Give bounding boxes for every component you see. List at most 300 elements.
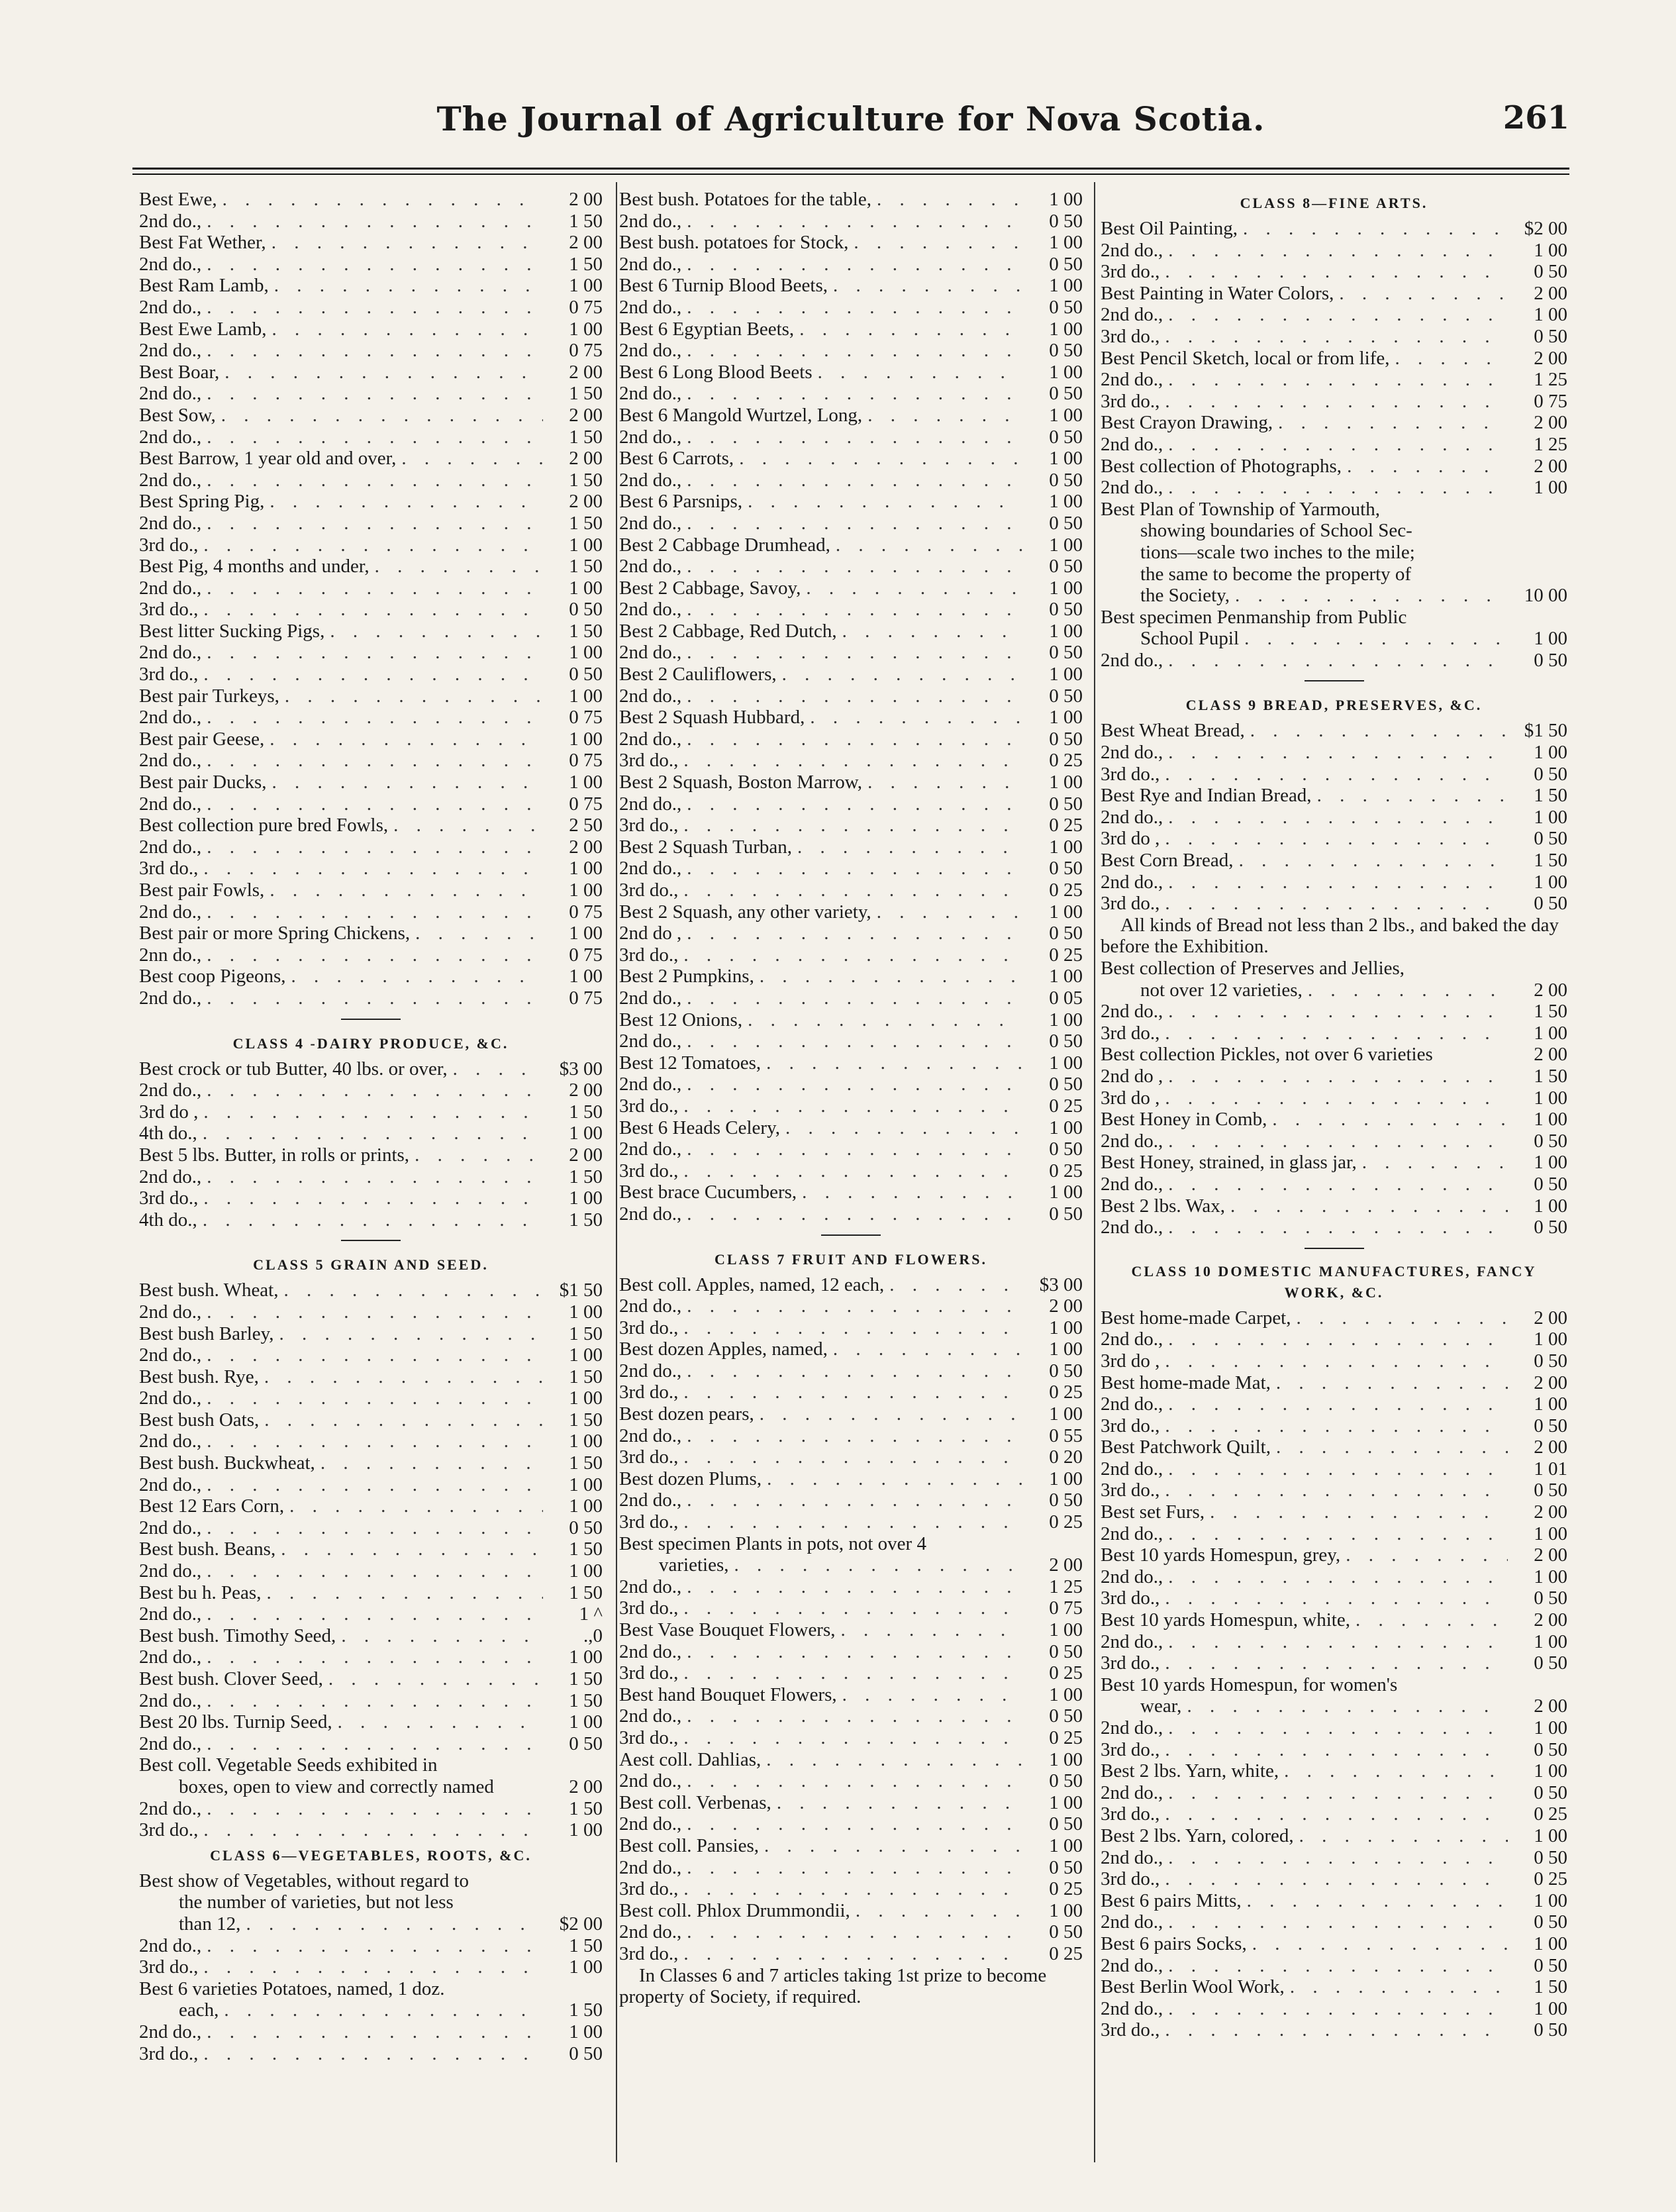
prize-row	[619, 1554, 1083, 1576]
prize-row	[619, 383, 1083, 405]
prize-amount: 10 00	[1524, 585, 1567, 607]
prize-amount: 1 00	[1049, 491, 1083, 513]
prize-amount: 1 00	[1534, 477, 1567, 499]
leader-dots	[201, 1166, 543, 1188]
prize-label: Best Sow,	[139, 404, 216, 426]
prize-row	[619, 836, 1083, 858]
leader-dots	[828, 1338, 1023, 1360]
leader-dots	[201, 1798, 543, 1820]
prize-amount: 1 00	[569, 1956, 603, 1978]
leader-dots	[862, 405, 1023, 427]
leader-dots	[259, 1409, 543, 1431]
prize-amount: 1 50	[569, 512, 603, 534]
leader-dots	[1159, 828, 1508, 850]
prize-amount: 0 50	[1049, 685, 1083, 707]
prize-amount: 0 25	[1049, 1160, 1083, 1181]
prize-label: Best 6 Mangold Wurtzel, Long,	[619, 404, 863, 426]
prize-row	[619, 1138, 1083, 1160]
leader-dots	[678, 815, 1023, 836]
class-heading: CLASS 8—FINE ARTS.	[1240, 195, 1428, 211]
prize-row	[619, 880, 1083, 901]
prize-label: Best specimen Penmanship from Public	[1101, 606, 1407, 628]
leader-dots	[805, 707, 1023, 729]
prize-amount: 2 00	[1534, 412, 1567, 434]
prize-amount: 0 50	[1049, 858, 1083, 880]
prize-row	[1101, 1174, 1567, 1195]
leader-dots	[1159, 1415, 1508, 1437]
prize-amount: 0 50	[1534, 763, 1567, 785]
prize-label: Best 6 Egyptian Beets,	[619, 318, 795, 340]
prize-row	[139, 1819, 603, 1841]
prize-label: Best 2 lbs. Yarn, colored,	[1101, 1825, 1294, 1846]
prize-row	[139, 448, 603, 470]
prize-label: Best 2 Squash Turban,	[619, 836, 793, 858]
prize-amount: 0 75	[569, 944, 603, 966]
prize-label: 2nd do.,	[139, 426, 202, 448]
prize-row	[1101, 434, 1567, 456]
prize-amount: 0 25	[1534, 1868, 1567, 1890]
prize-label: 2nd do.,	[139, 1301, 202, 1323]
prize-row	[1101, 1587, 1567, 1609]
prize-amount: 1 00	[1534, 1760, 1567, 1782]
prize-label: 3rd do.,	[619, 1942, 679, 1964]
leader-dots	[1340, 1544, 1508, 1566]
prize-label: 3rd do.,	[139, 1187, 199, 1209]
prize-row	[1101, 1501, 1567, 1523]
leader-dots	[871, 901, 1023, 923]
prize-label: Best bush. Wheat,	[139, 1280, 279, 1301]
leader-dots	[201, 901, 543, 923]
leader-dots	[201, 1733, 543, 1755]
prize-amount: 0 50	[1049, 1360, 1083, 1382]
leader-dots	[681, 1203, 1023, 1225]
prize-row	[139, 1625, 603, 1647]
leader-dots	[1159, 2019, 1508, 2041]
prize-label: Best 2 Cauliflowers,	[619, 664, 777, 685]
prize-row	[139, 254, 603, 276]
prize-row	[619, 448, 1083, 470]
leader-dots	[837, 621, 1023, 642]
prize-label: 2nd do.,	[1101, 1523, 1163, 1544]
prize-row	[139, 880, 603, 901]
prize-row	[139, 1603, 603, 1625]
prize-label: Best Pig, 4 months and under,	[139, 556, 370, 578]
leader-dots	[1163, 1566, 1508, 1588]
prize-row	[1101, 1782, 1567, 1804]
prize-row	[139, 642, 603, 664]
prize-label: Best 6 pairs Socks,	[1101, 1933, 1247, 1954]
prize-amount: 2 00	[569, 404, 603, 426]
prize-amount: 1 50	[569, 469, 603, 491]
leader-dots	[279, 685, 543, 707]
leader-dots	[681, 1031, 1023, 1052]
prize-row	[619, 1943, 1083, 1965]
prize-label: 2nd do.,	[1101, 1001, 1163, 1023]
prize-row	[139, 383, 603, 405]
prize-row	[619, 1813, 1083, 1835]
prize-amount: 1 00	[569, 1711, 603, 1733]
leader-dots	[264, 880, 543, 901]
prize-amount: 1 00	[1049, 1748, 1083, 1770]
prize-label: Best Painting in Water Colors,	[1101, 282, 1334, 304]
leader-dots	[323, 1668, 543, 1690]
prize-label: not over 12 varieties,	[1140, 979, 1303, 1001]
prize-amount: 1 25	[1049, 1576, 1083, 1597]
prize-row	[139, 1913, 603, 1935]
leader-dots	[1181, 1695, 1508, 1717]
prize-label: Best 12 Tomatoes,	[619, 1052, 762, 1074]
prize-label: Best 10 yards Homespun, for women's	[1101, 1674, 1398, 1695]
leader-dots	[1163, 477, 1508, 499]
prize-row	[139, 362, 603, 383]
leader-dots	[1291, 1307, 1508, 1329]
prize-label: Best Honey in Comb,	[1101, 1109, 1267, 1131]
prize-row	[139, 556, 603, 578]
prize-row	[139, 1560, 603, 1582]
prize-amount: 1 00	[1534, 806, 1567, 828]
prize-amount: 1 50	[569, 1582, 603, 1603]
prize-row	[1101, 1631, 1567, 1653]
leader-dots	[678, 880, 1023, 901]
leader-dots	[681, 427, 1023, 448]
leader-dots	[201, 1517, 543, 1539]
prize-amount: 0 50	[1534, 1652, 1567, 1674]
leader-dots	[678, 1095, 1023, 1117]
prize-label: 2nd do.,	[619, 728, 682, 750]
prize-row	[139, 405, 603, 427]
leader-dots	[448, 1058, 543, 1080]
prize-row	[139, 1431, 603, 1452]
prize-row	[619, 427, 1083, 448]
leader-dots	[681, 987, 1023, 1009]
leader-dots	[201, 1474, 543, 1496]
prize-amount: 1 00	[569, 1387, 603, 1409]
prize-row	[1101, 1350, 1567, 1372]
leader-dots	[1163, 650, 1508, 672]
leader-dots	[388, 815, 543, 836]
prize-row	[1101, 1480, 1567, 1501]
prize-row	[1101, 585, 1567, 607]
prize-amount: 0 50	[1049, 599, 1083, 621]
prize-amount: 0 50	[1049, 1813, 1083, 1835]
prize-amount: 0 50	[1534, 261, 1567, 283]
prize-amount: 1 00	[1049, 448, 1083, 470]
leader-dots	[1163, 1717, 1508, 1739]
prize-row	[1101, 369, 1567, 391]
prize-row	[1101, 1152, 1567, 1174]
prize-amount: 2 00	[1534, 1436, 1567, 1458]
prize-label: 2nd do.,	[1101, 1329, 1163, 1350]
leader-dots	[1163, 742, 1508, 764]
leader-dots	[681, 1138, 1023, 1160]
prize-row	[139, 232, 603, 254]
leader-dots	[681, 1857, 1023, 1879]
prize-row	[619, 1203, 1083, 1225]
prize-label: 3rd do.,	[619, 1597, 679, 1619]
prize-label: 3rd do.,	[1101, 1022, 1160, 1044]
prize-row	[1101, 1933, 1567, 1955]
prize-row	[139, 815, 603, 836]
prize-row	[619, 556, 1083, 578]
prize-row	[1101, 1023, 1567, 1044]
prize-row	[619, 1576, 1083, 1598]
prize-amount: 1 00	[1049, 1791, 1083, 1813]
leader-dots	[681, 470, 1023, 491]
prize-amount: 0 75	[569, 793, 603, 815]
prize-row	[139, 1301, 603, 1323]
prize-label: Best pair Ducks,	[139, 772, 267, 793]
prize-label: Best Vase Bouquet Flowers,	[619, 1619, 836, 1640]
leader-dots	[681, 1705, 1023, 1727]
prize-row	[1101, 520, 1567, 542]
prize-amount: $3 00	[559, 1058, 603, 1080]
prize-label: Best 2 lbs. Wax,	[1101, 1195, 1226, 1217]
prize-label: School Pupil	[1140, 628, 1240, 650]
column-left	[139, 189, 603, 2064]
prize-row	[619, 1338, 1083, 1360]
prize-label: Best Wheat Bread,	[1101, 720, 1245, 742]
prize-amount: 0 50	[1049, 642, 1083, 664]
prize-amount: 2 50	[569, 815, 603, 836]
prize-amount: 2 00	[1534, 1695, 1567, 1717]
prize-row	[139, 685, 603, 707]
prize-label: Best crock or tub Butter, 40 lbs. or over,	[139, 1058, 448, 1080]
prize-row	[619, 1489, 1083, 1511]
prize-row	[139, 1344, 603, 1366]
prize-label: 2nd do.,	[619, 1360, 682, 1382]
prize-label: Best collection Pickles, not over 6 varieties	[1101, 1044, 1433, 1066]
prize-amount: 1 00	[569, 966, 603, 987]
prize-amount: 0 50	[1049, 253, 1083, 275]
leader-dots	[275, 1538, 543, 1560]
prize-amount: 1 00	[569, 1301, 603, 1323]
prize-label: 3rd do.,	[619, 1446, 679, 1468]
prize-label: Best dozen Plums,	[619, 1468, 762, 1489]
prize-row	[1101, 1087, 1567, 1109]
prize-row	[139, 923, 603, 944]
leader-dots	[678, 1597, 1023, 1619]
prize-row	[139, 1323, 603, 1345]
leader-dots	[681, 254, 1023, 276]
prize-row	[139, 1517, 603, 1539]
leader-dots	[201, 642, 543, 664]
prize-amount: 2 00	[1534, 1307, 1567, 1329]
leader-dots	[681, 211, 1023, 232]
prize-row	[1101, 1436, 1567, 1458]
leader-dots	[830, 534, 1023, 556]
leader-dots	[862, 772, 1023, 793]
prize-label: Best pair or more Spring Chickens,	[139, 923, 411, 944]
prize-label: the same to become the property of	[1140, 563, 1412, 585]
prize-row	[1101, 1868, 1567, 1890]
prize-amount: 1 00	[569, 275, 603, 297]
prize-row	[1101, 1955, 1567, 1977]
prize-amount: 0 75	[569, 750, 603, 772]
prize-amount: 1 00	[1534, 1889, 1567, 1911]
prize-amount: 0 25	[1049, 750, 1083, 772]
prize-row	[139, 1668, 603, 1690]
leader-dots	[678, 1317, 1023, 1339]
prize-row	[139, 189, 603, 211]
prize-label: Best 6 Heads Celery,	[619, 1117, 780, 1138]
prize-label: Best 2 Squash Hubbard,	[619, 707, 805, 729]
leader-dots	[794, 319, 1023, 340]
leader-dots	[219, 1999, 543, 2021]
prize-label: Best pair Geese,	[139, 728, 265, 750]
prize-label: 3rd do ,	[1101, 1350, 1160, 1372]
leader-dots	[678, 1511, 1023, 1533]
leader-dots	[1312, 785, 1508, 807]
prize-label: 3rd do.,	[619, 750, 679, 772]
leader-dots	[1159, 1480, 1508, 1501]
prize-row	[1101, 542, 1567, 564]
leader-dots	[1225, 1195, 1508, 1217]
prize-row	[1101, 807, 1567, 829]
leader-dots	[264, 729, 543, 750]
leader-dots	[279, 1280, 544, 1301]
prize-label: varieties,	[659, 1554, 729, 1576]
prize-row	[139, 534, 603, 556]
leader-dots	[201, 793, 543, 815]
prize-row	[139, 1754, 603, 1776]
prize-label: 2nd do.,	[1101, 477, 1163, 499]
prize-row	[1101, 391, 1567, 413]
prize-label: 3rd do.,	[1101, 1803, 1160, 1825]
prize-label: 3rd do.,	[619, 1095, 679, 1117]
prize-amount: 0 50	[1534, 1130, 1567, 1152]
prize-amount: 1 50	[569, 1935, 603, 1956]
prize-label: Best bush. Rye,	[139, 1366, 259, 1387]
prize-amount: 2 00	[1534, 979, 1567, 1001]
prize-row	[619, 750, 1083, 772]
prize-amount: 1 00	[1049, 1181, 1083, 1203]
prize-row	[139, 750, 603, 772]
prize-amount: 0 50	[1049, 1203, 1083, 1225]
prize-row	[619, 1792, 1083, 1814]
prize-amount: $1 50	[559, 1280, 603, 1301]
prize-label: 2nd do.,	[1101, 1717, 1163, 1738]
prize-row	[1101, 1760, 1567, 1782]
prize-amount: 0 50	[1534, 1415, 1567, 1436]
leader-dots	[201, 836, 543, 858]
prize-amount: 1 00	[569, 858, 603, 880]
leader-dots	[201, 383, 543, 405]
prize-row	[1101, 742, 1567, 764]
prize-row	[139, 1733, 603, 1755]
prize-row	[1101, 628, 1567, 650]
leader-dots	[1163, 1847, 1508, 1869]
journal-title: The Journal of Agriculture for Nova Scotia.	[436, 99, 1265, 138]
prize-amount: 0 50	[1049, 923, 1083, 944]
prize-amount: 1 00	[1534, 1087, 1567, 1109]
prize-label: Best Barrow, 1 year old and over,	[139, 448, 397, 470]
prize-label: 2nd do.,	[1101, 1566, 1163, 1587]
prize-row	[139, 1646, 603, 1668]
prize-amount: 1 00	[569, 1344, 603, 1366]
prize-label: 3rd do.,	[1101, 1587, 1160, 1609]
leader-dots	[240, 1913, 543, 1935]
prize-label: 2nd do.,	[619, 1856, 682, 1878]
prize-amount: 1 50	[569, 556, 603, 578]
prize-label: the number of varieties, but not less	[179, 1891, 454, 1913]
prize-label: Best home-made Mat,	[1101, 1372, 1271, 1393]
leader-dots	[1238, 218, 1508, 240]
prize-row	[1101, 1609, 1567, 1631]
prize-amount: 0 75	[569, 987, 603, 1009]
leader-dots	[1163, 1998, 1508, 2020]
leader-dots	[201, 1690, 543, 1712]
prize-label: Best dozen Apples, named,	[619, 1338, 828, 1360]
prize-row	[619, 1921, 1083, 1943]
prize-amount: 1 00	[1534, 1022, 1567, 1044]
leader-dots	[1279, 1760, 1508, 1782]
prize-row	[1101, 1307, 1567, 1329]
prize-row	[619, 599, 1083, 621]
prize-row	[1101, 1911, 1567, 1933]
prize-amount: 1 00	[569, 2021, 603, 2042]
column-middle	[619, 189, 1083, 2008]
leader-dots	[197, 1209, 543, 1231]
prize-amount: 1 50	[569, 1409, 603, 1431]
prize-amount: 0 25	[1049, 815, 1083, 836]
leader-dots	[201, 427, 543, 448]
prize-amount: 0 50	[1534, 1217, 1567, 1238]
prize-label: 2nd do.,	[139, 340, 202, 362]
prize-label: 2nd do.,	[619, 1295, 682, 1317]
prize-row	[139, 1495, 603, 1517]
prize-label: 2nd do.,	[139, 1603, 202, 1625]
prize-label: 2nd do.,	[1101, 806, 1163, 828]
leader-dots	[678, 1943, 1023, 1965]
section-separator	[619, 1225, 1083, 1245]
prize-label: 2nd do.,	[619, 1203, 682, 1225]
leader-dots	[1294, 1825, 1508, 1847]
prize-row	[1101, 1109, 1567, 1131]
leader-dots	[266, 319, 543, 340]
prize-label: Best 10 yards Homespun, grey,	[1101, 1544, 1341, 1566]
leader-dots	[1163, 872, 1508, 893]
prize-amount: 0 50	[1049, 512, 1083, 534]
prize-amount: $2 00	[1524, 218, 1567, 239]
prize-amount: 1 50	[569, 426, 603, 448]
prize-amount: 2 00	[1534, 1609, 1567, 1631]
prize-row	[139, 1209, 603, 1231]
leader-dots	[198, 1819, 543, 1841]
prize-label: Best bush. Timothy Seed,	[139, 1625, 336, 1646]
prize-label: 3rd do.,	[139, 858, 199, 880]
prize-row	[1101, 456, 1567, 478]
prize-row	[1101, 650, 1567, 672]
leader-dots	[1390, 348, 1508, 370]
leader-dots	[201, 340, 543, 362]
leader-dots	[761, 1052, 1023, 1074]
page-header	[132, 99, 1569, 159]
prize-amount: 2 00	[569, 836, 603, 858]
leader-dots	[201, 987, 543, 1009]
prize-label: 3rd do.,	[139, 599, 199, 621]
prize-label: Best 2 Cabbage, Red Dutch,	[619, 620, 837, 642]
prize-label: 2nd do.,	[619, 1031, 682, 1052]
prize-amount: 0 25	[1049, 1942, 1083, 1964]
prize-row	[1101, 607, 1567, 628]
prize-amount: 1 50	[569, 1209, 603, 1231]
prize-label: wear,	[1140, 1695, 1182, 1717]
leader-dots	[198, 664, 543, 685]
prize-row	[139, 664, 603, 685]
prize-row	[1101, 1458, 1567, 1480]
leader-dots	[201, 1935, 543, 1957]
prize-amount: 0 50	[1049, 210, 1083, 232]
